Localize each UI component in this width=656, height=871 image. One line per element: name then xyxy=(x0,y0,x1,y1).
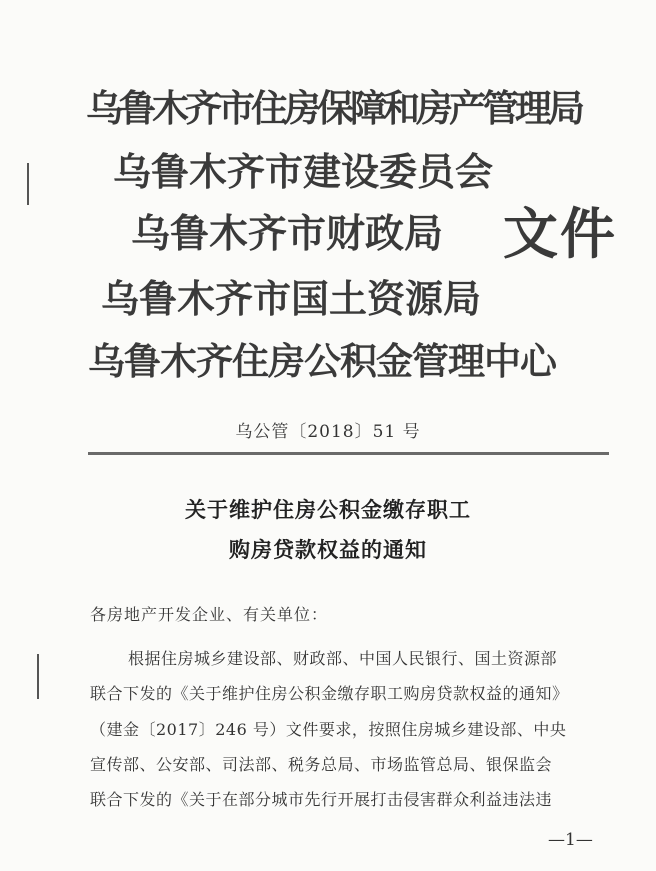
header-divider xyxy=(88,452,609,455)
body-line: 根据住房城乡建设部、财政部、中国人民银行、国土资源部 xyxy=(128,649,558,668)
body-line: 联合下发的《关于维护住房公积金缴存职工购房贷款权益的通知》 xyxy=(90,684,569,703)
document-number: 乌公管〔2018〕51 号 xyxy=(235,422,421,442)
binding-mark xyxy=(27,163,29,205)
issuer-provident-fund-center: 乌鲁木齐住房公积金管理中心 xyxy=(88,340,556,383)
issuer-finance-bureau: 乌鲁木齐市财政局 xyxy=(131,212,444,257)
document-title-line-2: 购房贷款权益的通知 xyxy=(229,537,427,562)
issuer-construction-committee: 乌鲁木齐市建设委员会 xyxy=(113,150,494,194)
issuer-land-resources-bureau: 乌鲁木齐市国土资源局 xyxy=(101,277,482,321)
addressee: 各房地产开发企业、有关单位： xyxy=(90,605,329,624)
binding-mark xyxy=(37,654,39,699)
document-title-line-1: 关于维护住房公积金缴存职工 xyxy=(185,497,471,522)
body-line: 联合下发的《关于在部分城市先行开展打击侵害群众利益违法违 xyxy=(90,790,553,809)
page-number: —1— xyxy=(548,830,593,850)
body-line: 宣传部、公安部、司法部、税务总局、市场监管总局、银保监会 xyxy=(90,755,553,774)
document-label: 文件 xyxy=(503,202,618,266)
body-line: （建金〔2017〕246 号）文件要求，按照住房城乡建设部、中央 xyxy=(90,720,567,739)
issuer-housing-bureau: 乌鲁木齐市住房保障和房产管理局 xyxy=(86,87,581,130)
